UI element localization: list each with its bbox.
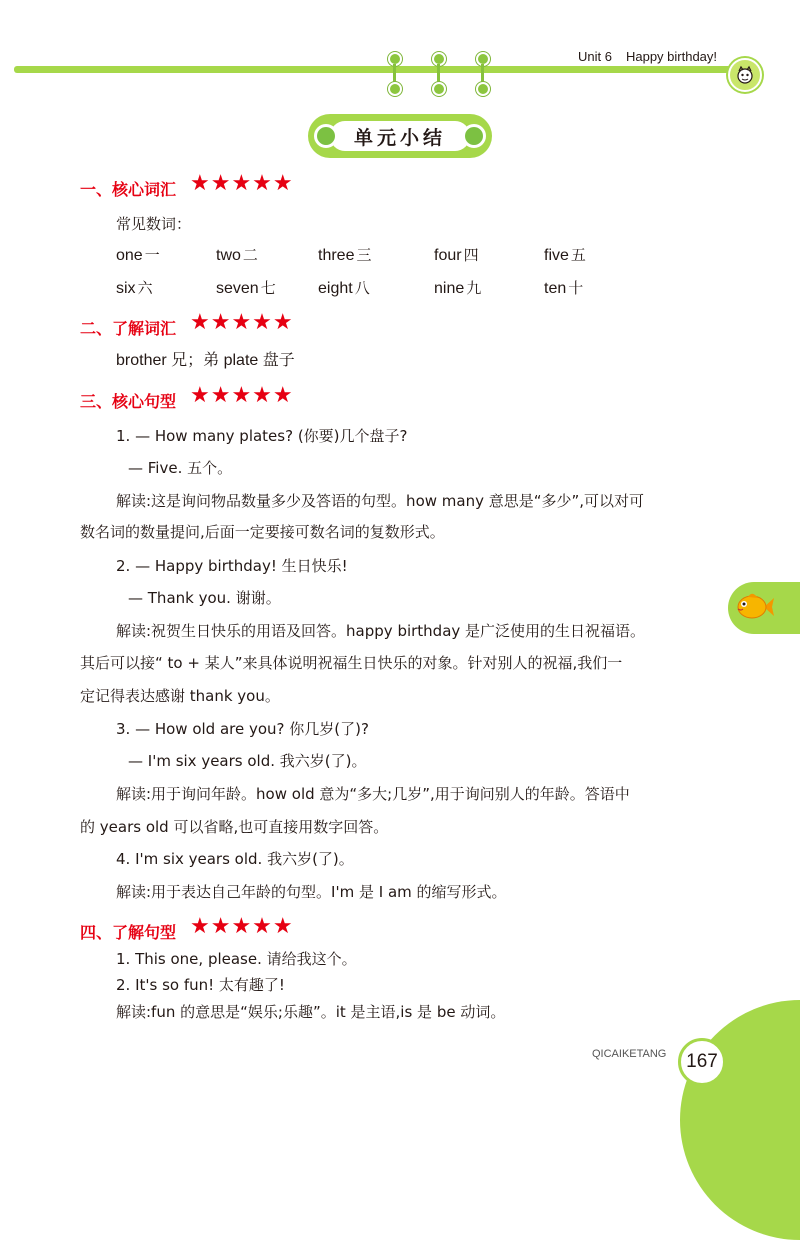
binder-pin-icon <box>432 52 446 96</box>
pattern-explanation: 解读:这是询问物品数量多少及答语的句型。how many 意思是“多少”,可以对可 <box>116 492 645 510</box>
pattern-explanation: 定记得表达感谢 thank you。 <box>80 687 280 705</box>
pattern-explanation: 解读:用于表达自己年龄的句型。I'm 是 I am 的缩写形式。 <box>116 883 507 901</box>
pattern-explanation: 其后可以接“ to + 某人”来具体说明祝福生日快乐的对象。针对别人的祝福,我们一 <box>80 654 623 672</box>
vocab-word: ten 十 <box>544 279 584 297</box>
mascot-badge-icon <box>728 58 762 92</box>
vocab-word: eight 八 <box>318 279 370 297</box>
pattern-question: 4. I'm six years old. 我六岁(了)。 <box>116 850 354 868</box>
vocab-intro: 常见数词： <box>116 215 192 233</box>
pattern-explanation: 解读:祝贺生日快乐的用语及回答。happy birthday 是广泛使用的生日祝福语。 <box>116 622 646 640</box>
binder-pin-icon <box>388 52 402 96</box>
vocab-word: nine 九 <box>434 279 482 297</box>
unit-number: Unit 6 <box>578 49 612 64</box>
footer-brand: QICAIKETANG <box>592 1048 667 1060</box>
pattern-explanation: 数名词的数量提问,后面一定要接可数名词的复数形式。 <box>80 523 445 541</box>
pattern-explanation: 解读:fun 的意思是“娱乐;乐趣”。it 是主语,is 是 be 动词。 <box>116 1003 506 1021</box>
pattern-question: 1. — How many plates? (你要)几个盘子? <box>116 427 408 445</box>
pattern-explanation: 的 years old 可以省略,也可直接用数字回答。 <box>80 818 389 836</box>
pattern-answer: — Thank you. 谢谢。 <box>128 589 281 607</box>
pattern-answer: — I'm six years old. 我六岁(了)。 <box>128 752 367 770</box>
star-rating-icon: ★★★★★ <box>190 383 294 408</box>
binder-pin-icon <box>476 52 490 96</box>
pattern-question: 3. — How old are you? 你几岁(了)? <box>116 720 369 738</box>
star-rating-icon: ★★★★★ <box>190 310 294 335</box>
vocab-word: two 二 <box>216 246 258 264</box>
star-rating-icon: ★★★★★ <box>190 171 294 196</box>
vocab-word: four 四 <box>434 246 479 264</box>
vocab-word: seven 七 <box>216 279 276 297</box>
pattern-explanation: 解读:用于询问年龄。how old 意为“多大;几岁”,用于询问别人的年龄。答语中 <box>116 785 630 803</box>
unit-header <box>578 49 717 64</box>
goldfish-icon <box>734 590 774 628</box>
vocab-word: six 六 <box>116 279 153 297</box>
vocab-word: one 一 <box>116 246 160 264</box>
section-title-core-vocab: 一、核心词汇 <box>80 180 177 199</box>
pattern-sentence: 2. It's so fun! 太有趣了! <box>116 976 285 994</box>
extra-vocab-line: brother 兄；弟 plate 盘子 <box>116 352 295 369</box>
title-bullet-icon <box>462 124 486 148</box>
header-rule <box>14 66 740 73</box>
unit-title: Happy birthday! <box>625 49 718 64</box>
page-title: 单元小结 <box>330 121 470 151</box>
vocab-word: five 五 <box>544 246 586 264</box>
title-bullet-icon <box>314 124 338 148</box>
section-title-extra-vocab: 二、了解词汇 <box>80 319 177 338</box>
vocab-word: three 三 <box>318 246 372 264</box>
section-title-core-patterns: 三、核心句型 <box>80 392 177 411</box>
pattern-answer: — Five. 五个。 <box>128 459 233 477</box>
corner-decoration <box>680 1000 800 1240</box>
page-title-banner <box>308 114 492 158</box>
section-title-extra-patterns: 四、了解句型 <box>80 923 177 942</box>
star-rating-icon: ★★★★★ <box>190 914 294 939</box>
page-number: 167 <box>678 1038 726 1086</box>
pattern-question: 2. — Happy birthday! 生日快乐! <box>116 557 348 575</box>
pattern-sentence: 1. This one, please. 请给我这个。 <box>116 950 357 968</box>
